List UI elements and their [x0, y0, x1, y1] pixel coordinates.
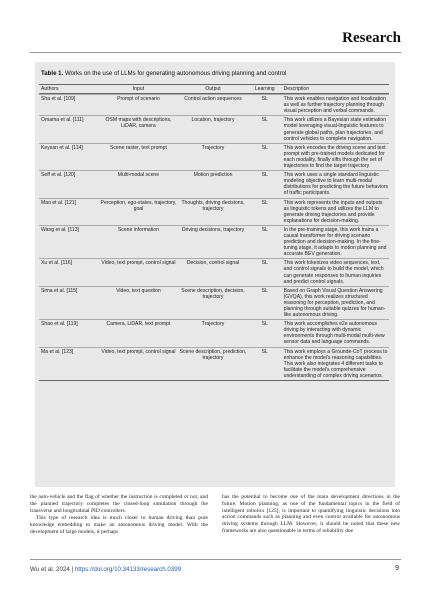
cell-learning: SL: [261, 321, 268, 328]
col-header-description: Description: [283, 86, 310, 92]
cell-authors: Seff et al. [120]: [41, 172, 76, 179]
cell-learning: SL: [261, 117, 268, 124]
table-row: [39, 115, 389, 142]
citation-text: Wu et al. 2024 |: [30, 566, 74, 573]
table-panel: [35, 62, 395, 487]
body-right-column: [222, 494, 400, 536]
table-row: [39, 143, 389, 170]
cell-learning: SL: [261, 172, 268, 179]
cell-authors: Mao et al. [121]: [41, 199, 77, 206]
cell-authors: Ma et al. [123]: [41, 348, 74, 355]
cell-input: Prompt of scenario: [117, 96, 160, 103]
body-paragraph: has the potential to become one of the main development directions in the future. Motion planning, as one of the fundamental topics in the field of intelligent robotics [125], is important to quantifying linguistic decisions into action commands such as planning and even control available for autonomous driving systems through LLM. However, it should be noted that these new frameworks are also questionable in terms of reliability due: [222, 494, 400, 534]
header-rule: [30, 52, 401, 53]
cell-output: Scene description, decision, trajectory: [181, 287, 245, 300]
table-row: [39, 286, 389, 319]
table-header-row: [39, 84, 389, 94]
cell-description: In the pre-training stage, this work trains a causal transformer for driving scenario prediction and decision-making. In the fine-tuning stage, it adapts to motion planning and accurate BEV generation.: [283, 226, 387, 258]
table-caption: [41, 70, 286, 77]
body-paragraph: the auto-vehicle and the flag of whether the instruction is completed or not, and the planned trajectory completes the closed-loop simulation through the transverse and longitudinal PID controllers.: [30, 494, 208, 514]
cell-learning: SL: [261, 144, 268, 151]
doi-link[interactable]: https://doi.org/10.34133/research.0399: [74, 566, 182, 573]
cell-authors: Xu et al. [116]: [41, 260, 73, 267]
col-header-input: Input: [132, 86, 145, 92]
cell-description: This work enables navigation and localization as well as further trajectory planning through visual perception and verbal commands.: [283, 96, 386, 115]
table-row: [39, 319, 389, 346]
table-row: [39, 198, 389, 225]
cell-learning: SL: [261, 260, 268, 267]
cell-authors: Wang et al. [113]: [41, 226, 79, 233]
footer-rule: [30, 559, 401, 560]
cell-authors: Keysan et al. [114]: [41, 144, 83, 151]
cell-authors: Sima et al. [115]: [41, 287, 78, 294]
cell-output: Trajectory: [201, 321, 225, 328]
cell-authors: Shao et al. [119]: [41, 321, 78, 328]
table-caption-text: Works on the use of LLMs for generating autonomous driving planning and control: [64, 70, 287, 77]
cell-description: This work uses a single standard linguistic modeling objective to learn multi-modal distributions for predicting the future behaviors of traffic participants.: [283, 172, 389, 197]
cell-description: This work tokenizes video sequences, text, and control signals to build the model, which can generate responses to human inquiries and predict control signals.: [283, 260, 384, 285]
body-left-column: [30, 494, 208, 537]
cell-input: OSM maps with descriptions, LiDAR, camera: [105, 117, 172, 130]
cell-output: Scene description, prediction, trajectory: [179, 348, 247, 361]
cell-learning: SL: [261, 287, 268, 294]
cell-output: Location, trajectory: [191, 117, 235, 124]
table-row: [39, 94, 389, 115]
col-header-output: Output: [205, 86, 221, 92]
table-row: [39, 170, 389, 197]
cell-description: This work accomplishes e2e autonomous driving by interacting with dynamic environments through multi-modal multi-view sensor data and language commands.: [283, 321, 385, 346]
cell-learning: SL: [261, 226, 268, 233]
body-paragraph: This type of research idea is much closer to human driving than pure knowledge embedding to make an autonomous driving model. With the development of large models, it perhaps: [30, 515, 208, 535]
table-grid: [39, 84, 389, 381]
cell-input: Scene raster, text prompt: [109, 144, 167, 151]
table-label: Table 1.: [41, 70, 64, 77]
cell-description: This work utilizes a Bayesian state estimation model leveraging visual-linguistic features to generate global paths, plan trajectories, and control vehicles to complete navigation.: [283, 117, 387, 142]
cell-input: Video, text prompt, control signal: [101, 348, 176, 355]
cell-input: Multi-modal scene: [117, 172, 160, 179]
cell-description: This work represents the inputs and outputs as linguistic tokens and utilizes the LLM to generate driving trajectories and provide explanations for decision-making.: [283, 199, 383, 224]
cell-description: This work encodes the driving scene and text prompt with pre-trained models dedicated for each modality, finally sifts through the set of trajectories to find the target trajectory.: [283, 144, 386, 170]
page-number: 9: [395, 565, 399, 572]
journal-header: Research: [342, 30, 401, 46]
cell-input: Video, text prompt, control signal: [101, 260, 176, 267]
cell-output: Motion prediction: [193, 172, 233, 179]
table-row: [39, 225, 389, 258]
cell-learning: SL: [261, 199, 268, 206]
cell-description: This work employs a Grounde-CoT process to enhance the model's reasoning capabilities. This work also integrates 4 different tasks to facilitate the model's comprehensive understanding of complex driving scenarios.: [283, 348, 388, 379]
cell-authors: Sha et al. [109]: [41, 96, 76, 103]
cell-description: Based on Graph Visual Question Answering (GVQA), this work realizes structured reasoning for perception, prediction, and planning through suitable quizzes for human-like autonomous driving.: [283, 287, 386, 319]
table-row: [39, 347, 389, 381]
cell-input: Perception, ego-states, trajectory, goal: [100, 199, 177, 212]
col-header-authors: Authors: [41, 86, 59, 92]
cell-output: Decision, control signal: [186, 260, 240, 267]
cell-output: Trajectory: [201, 144, 225, 151]
footer-citation: [30, 566, 181, 573]
cell-input: Camera, LiDAR, text prompt: [106, 321, 171, 328]
cell-input: Video, text question: [116, 287, 161, 294]
cell-learning: SL: [261, 348, 268, 355]
cell-input: Scene information: [117, 226, 159, 233]
col-header-learning: Learning: [254, 86, 275, 92]
cell-authors: Omama et al. [111]: [41, 117, 84, 124]
cell-output: Driving decisions, trajectory: [181, 226, 245, 233]
cell-learning: SL: [261, 96, 268, 103]
cell-output: Control action sequences: [184, 96, 242, 103]
table-row: [39, 258, 389, 285]
cell-output: Thoughts, driving decisions, trajectory: [181, 199, 245, 212]
